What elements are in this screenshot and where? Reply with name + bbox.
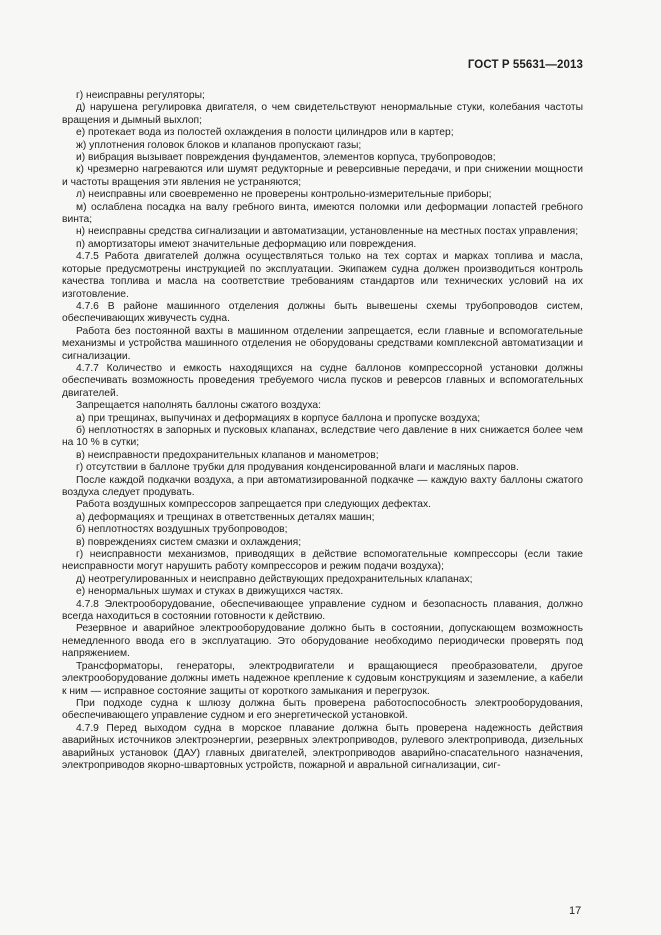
paragraph: После каждой подкачки воздуха, а при автоматизированной подкачке — каждую вахту баллоны сжатого воздуха следует продувать. [62, 474, 583, 498]
paragraph: н) неисправны средства сигнализации и автоматизации, установленные на местных постах управления; [76, 226, 579, 238]
section-4-7-9: 4.7.9 Перед выходом судна в морское плавание должна быть проверена надежность действия аварийных источников электроэнергии, резервных электроприводов, рулевого электропривода, дизельных аварийных установок (ДАУ) главных двигателей, электроприводов аварийно-спасательного назначения, электроприводов якорно-швартовных устройств, пожарной и авральной сигнализации, сиг- [62, 722, 583, 771]
paragraph: Работа без постоянной вахты в машинном отделении запрещается, если главные и вспомогательные механизмы и устройства машинного отделения не оборудованы средствами комплексной автоматизации и сигнализации. [62, 325, 583, 362]
paragraph: г) отсутствии в баллоне трубки для продувания конденсированной влаги и масляных паров. [76, 462, 519, 474]
paragraph: а) при трещинах, выпучинах и деформациях в корпусе баллона и пропуске воздуха; [76, 412, 481, 424]
paragraph: Работа воздушных компрессоров запрещается при следующих дефектах. [76, 499, 432, 511]
paragraph: п) амортизаторы имеют значительные деформацию или повреждения. [76, 238, 417, 250]
page-number: 17 [569, 905, 582, 917]
paragraph: г) неисправности механизмов, приводящих в действие вспомогательные компрессоры (если такие неисправности могут нарушить работу компрессоров и режим подачи воздуха); [62, 549, 583, 573]
section-4-7-6: 4.7.6 В районе машинного отделения должны быть вывешены схемы трубопроводов систем, обеспечивающих живучесть судна. [62, 300, 583, 325]
paragraph: в) неисправности предохранительных клапанов и манометров; [76, 449, 379, 461]
paragraph: и) вибрация вызывает повреждения фундаментов, элементов корпуса, трубопроводов; [76, 152, 496, 164]
section-4-7-8: 4.7.8 Электрооборудование, обеспечивающее управление судном и безопасность плавания, должно всегда находиться в состоянии готовности к действию. [62, 598, 583, 623]
paragraph: ж) уплотнения головок блоков и клапанов пропускают газы; [76, 139, 362, 151]
paragraph: Резервное и аварийное электрооборудование должно быть в состоянии, допускающем возможность немедленного ввода его в эксплуатацию. Это оборудование необходимо периодически проверять под напряжением. [62, 623, 583, 660]
paragraph: м) ослаблена посадка на валу гребного винта, имеются поломки или деформации лопастей гребного винта; [62, 201, 583, 226]
paragraph: б) неплотностях воздушных трубопроводов; [76, 524, 288, 536]
document-id-header: ГОСТ Р 55631—2013 [467, 59, 583, 71]
paragraph: к) чрезмерно нагреваются или шумят редукторные и реверсивные передачи, и при снижении мощности и частоты вращения эти явления не устраняются; [62, 164, 583, 188]
paragraph: е) протекает вода из полостей охлаждения в полости цилиндров или в картер; [76, 127, 454, 139]
paragraph: д) неотрегулированных и неисправно действующих предохранительных клапанах; [76, 573, 473, 585]
document-body [62, 90, 583, 772]
paragraph: а) деформациях и трещинах в ответственных деталях машин; [76, 511, 375, 523]
section-4-7-5: 4.7.5 Работа двигателей должна осуществляться только на тех сортах и марках топлива и масла, которые предусмотрены инструкцией по эксплуатации. Экипажем судна должен производиться контроль качества топлива и масла на соответствие требованиям стандартов или технических условий на их изготовление. [62, 251, 583, 300]
paragraph: Трансформаторы, генераторы, электродвигатели и вращающиеся преобразователи, другое электрооборудование должны иметь надежное крепление к судовым конструкциям и заземление, а кабели к ним — исправное состояние защиты от короткого замыкания и перегрузок. [62, 660, 583, 697]
paragraph: в) повреждениях систем смазки и охлаждения; [76, 536, 302, 548]
section-4-7-7: 4.7.7 Количество и емкость находящихся на судне баллонов компрессорной установки должны обеспечивать возможность проведения требуемого числа пусков и реверсов главных и вспомогательных двигателей. [62, 362, 583, 399]
paragraph: При подходе судна к шлюзу должна быть проверена работоспособность электрооборудования, обеспечивающего управление судном и его энергетической установкой. [62, 697, 583, 722]
paragraph: г) неисправны регуляторы; [76, 90, 205, 101]
paragraph: б) неплотностях в запорных и пусковых клапанах, вследствие чего давление в них снижается более чем на 10 % в сутки; [62, 424, 583, 449]
paragraph: л) неисправны или своевременно не проверены контрольно-измерительные приборы; [76, 189, 492, 201]
paragraph: д) нарушена регулировка двигателя, о чем свидетельствуют ненормальные стуки, колебания частоты вращения и дымный выхлоп; [62, 102, 583, 126]
paragraph: е) ненормальных шумах и стуках в движущихся частях. [76, 586, 344, 598]
paragraph: Запрещается наполнять баллоны сжатого воздуха: [76, 400, 321, 412]
